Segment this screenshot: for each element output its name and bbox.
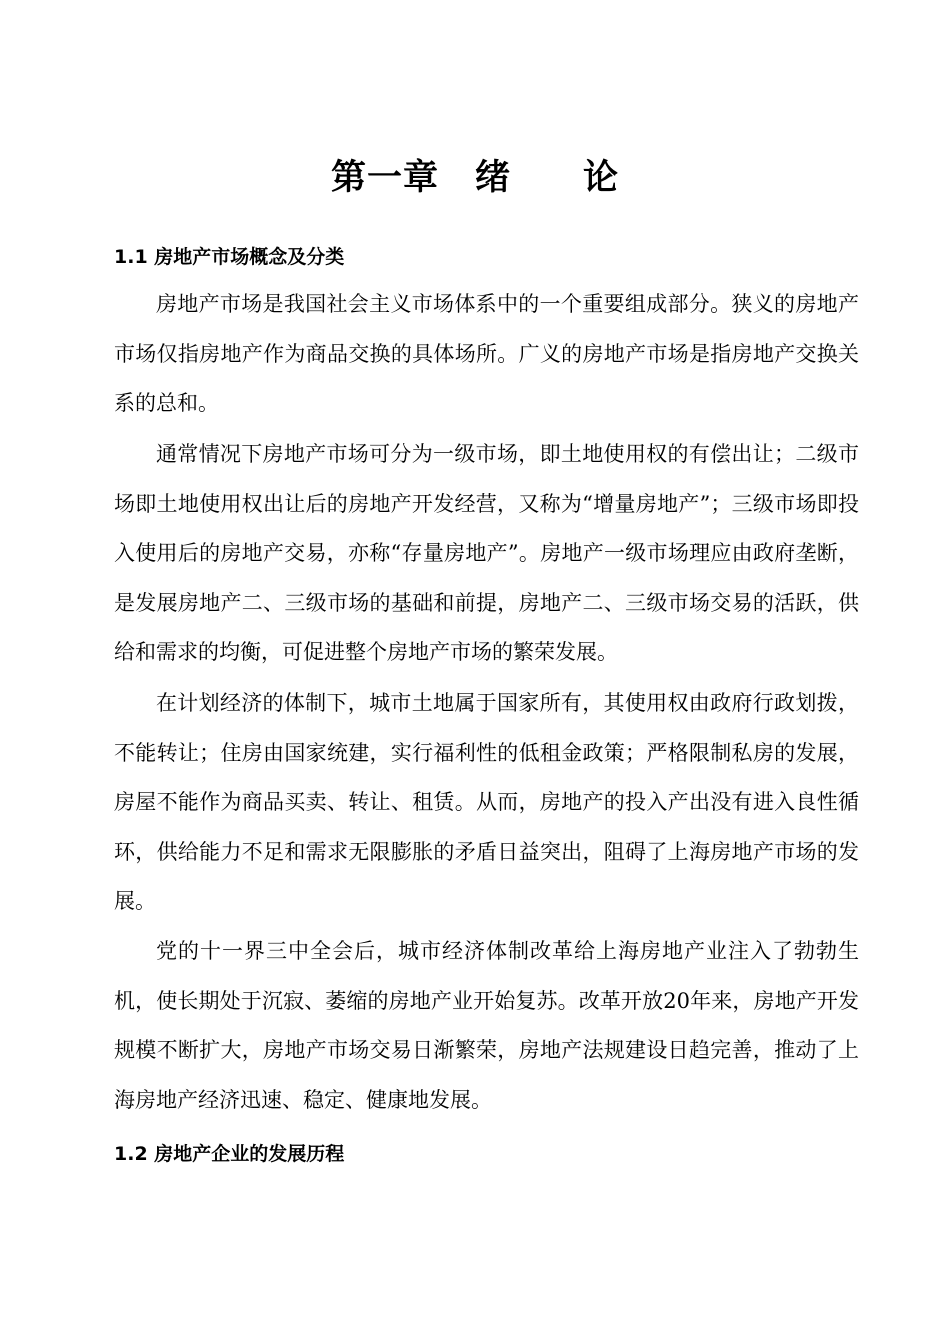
section-heading-1-2: 1.2 房地产企业的发展历程 <box>114 1143 345 1165</box>
chapter-title: 第一章 绪 论 <box>330 158 619 198</box>
paragraph-market-definition: 房地产市场是我国社会主义市场体系中的一个重要组成部分。狭义的房地产市场仅指房地产作为商品交换的具体场所。广义的房地产市场是指房地产交换关系的总和。 <box>114 292 859 416</box>
paragraph-reform: 党的十一界三中全会后，城市经济体制改革给上海房地产业注入了勃勃生机，使长期处于沉寂、萎缩的房地产业开始复苏。改革开放20年来，房地产开发规模不断扩大，房地产市场交易日渐繁荣，房地产法规建设日趋完善，推动了上海房地产经济迅速、稳定、健康地发展。 <box>114 939 859 1112</box>
paragraph-planned-economy: 在计划经济的体制下，城市土地属于国家所有，其使用权由政府行政划拨，不能转让；住房由国家统建，实行福利性的低租金政策；严格限制私房的发展，房屋不能作为商品买卖、转让、租赁。从而，房地产的投入产出没有进入良性循环，供给能力不足和需求无限膨胀的矛盾日益突出，阻碍了上海房地产市场的发展。 <box>114 691 859 914</box>
paragraph-market-classification: 通常情况下房地产市场可分为一级市场，即土地使用权的有偿出让；二级市场即土地使用权出让后的房地产开发经营，又称为“增量房地产”；三级市场即投入使用后的房地产交易，亦称“存量房地产”。房地产一级市场理应由政府垄断，是发展房地产二、三级市场的基础和前提，房地产二、三级市场交易的活跃，供给和需求的均衡，可促进整个房地产市场的繁荣发展。 <box>114 442 859 665</box>
section-heading-1-1: 1.1 房地产市场概念及分类 <box>114 246 345 268</box>
